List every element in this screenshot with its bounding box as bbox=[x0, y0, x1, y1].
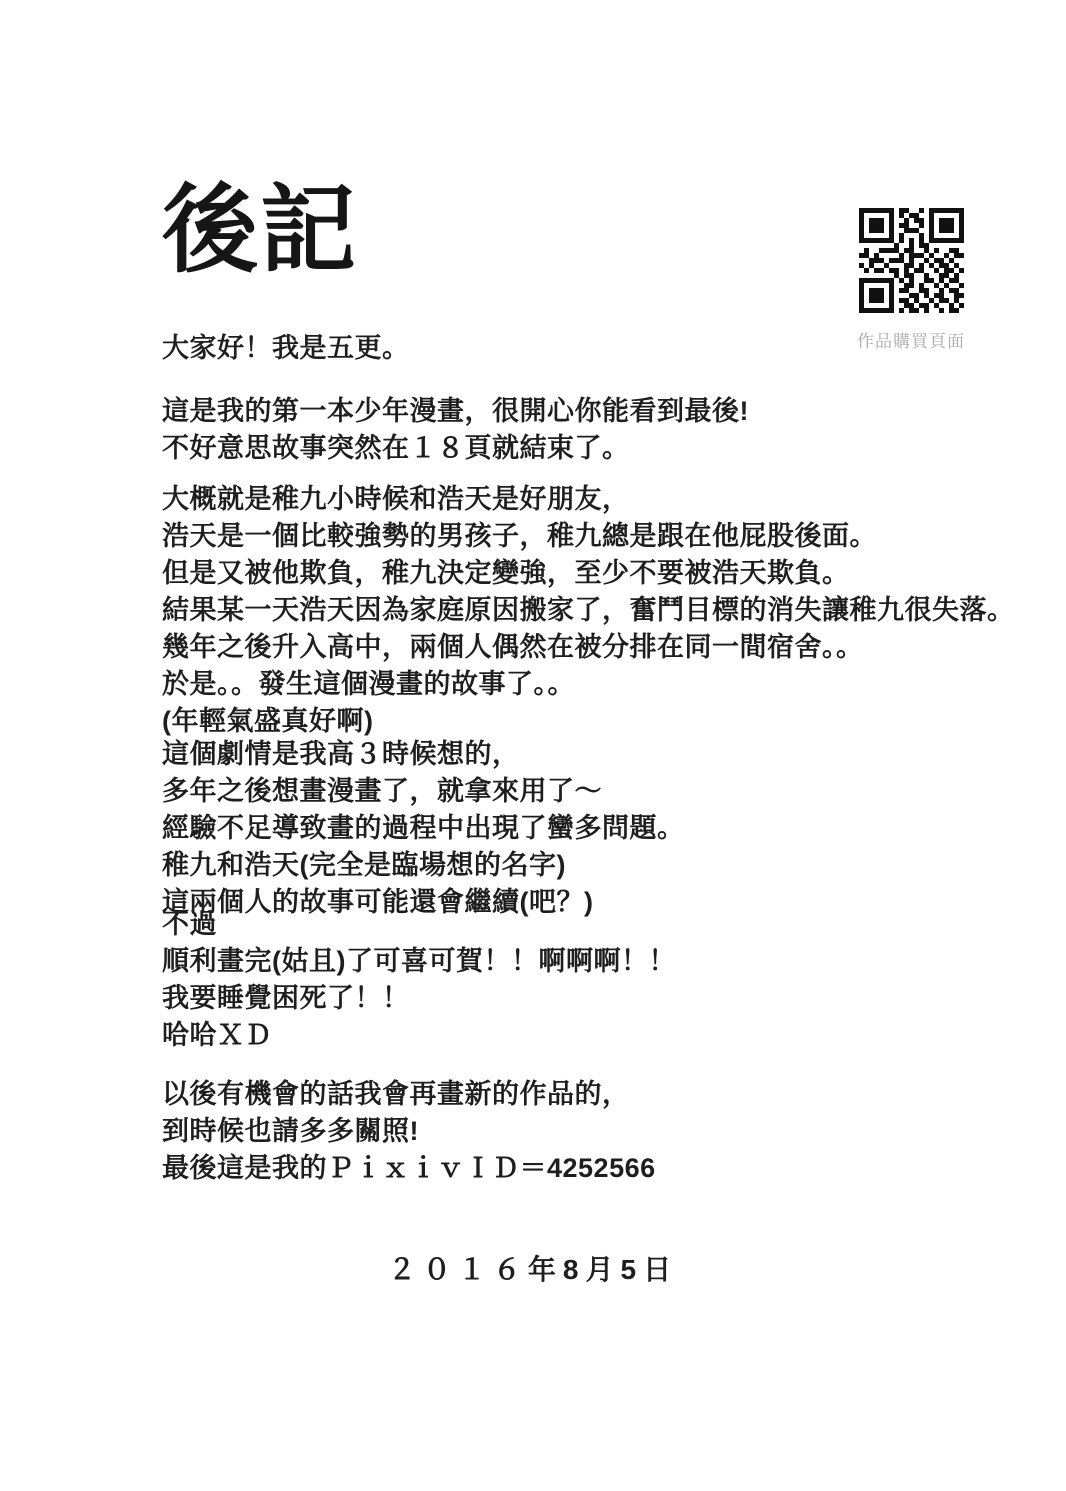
text-line: 不過 bbox=[162, 909, 217, 939]
paragraph-story-summary bbox=[162, 481, 1015, 740]
page-title: 後記 bbox=[162, 177, 358, 284]
text-line: 哈哈ＸＤ bbox=[162, 1020, 272, 1050]
text-line: 幾年之後升入高中，兩個人偶然在被分排在同一間宿舍。。 bbox=[162, 632, 864, 662]
text-line: 最後這是我的ＰｉｘｉｖＩＤ＝4252566 bbox=[162, 1153, 656, 1183]
qr-code-icon bbox=[859, 208, 964, 313]
text-line: (年輕氣盛真好啊) bbox=[162, 706, 374, 736]
paragraph-intro bbox=[162, 393, 749, 467]
paragraph-plot-origin bbox=[162, 736, 685, 921]
text-line: 結果某一天浩天因為家庭原因搬家了，奮鬥目標的消失讓稚九很失落。 bbox=[162, 595, 1015, 625]
paragraph-closing-pixiv-id bbox=[162, 1076, 656, 1187]
text-line: 不好意思故事突然在１８頁就結束了。 bbox=[162, 433, 630, 463]
text-line: 浩天是一個比較強勢的男孩子，稚九總是跟在他屁股後面。 bbox=[162, 521, 877, 551]
qr-caption: 作品購買頁面 bbox=[857, 332, 965, 351]
text-line: 這是我的第一本少年漫畫，很開心你能看到最後! bbox=[162, 396, 749, 426]
date-line: ２０１６年8月5日 bbox=[387, 1254, 679, 1285]
text-line: 這個劇情是我高３時候想的， bbox=[162, 739, 520, 769]
text-line: 大概就是稚九小時候和浩天是好朋友， bbox=[162, 484, 630, 514]
text-line: 但是又被他欺負，稚九決定變強，至少不要被浩天欺負。 bbox=[162, 558, 850, 588]
paragraph-celebration bbox=[162, 906, 676, 1054]
text-line: 到時候也請多多關照! bbox=[162, 1116, 419, 1146]
text-line: 這兩個人的故事可能還會繼續(吧？) bbox=[162, 887, 594, 917]
text-line: 以後有機會的話我會再畫新的作品的， bbox=[162, 1079, 630, 1109]
text-line: 多年之後想畫漫畫了，就拿來用了～ bbox=[162, 776, 602, 806]
text-line: 於是。。發生這個漫畫的故事了。。 bbox=[162, 669, 575, 699]
text-line: 稚九和浩天(完全是臨場想的名字) bbox=[162, 850, 566, 880]
qr-block bbox=[848, 208, 974, 352]
text-line: 順利畫完(姑且)了可喜可賀！！啊啊啊！！ bbox=[162, 946, 676, 976]
text-line: 我要睡覺困死了！！ bbox=[162, 983, 410, 1013]
greeting-line: 大家好！我是五更。 bbox=[162, 333, 410, 363]
text-line: 經驗不足導致畫的過程中出現了蠻多問題。 bbox=[162, 813, 685, 843]
